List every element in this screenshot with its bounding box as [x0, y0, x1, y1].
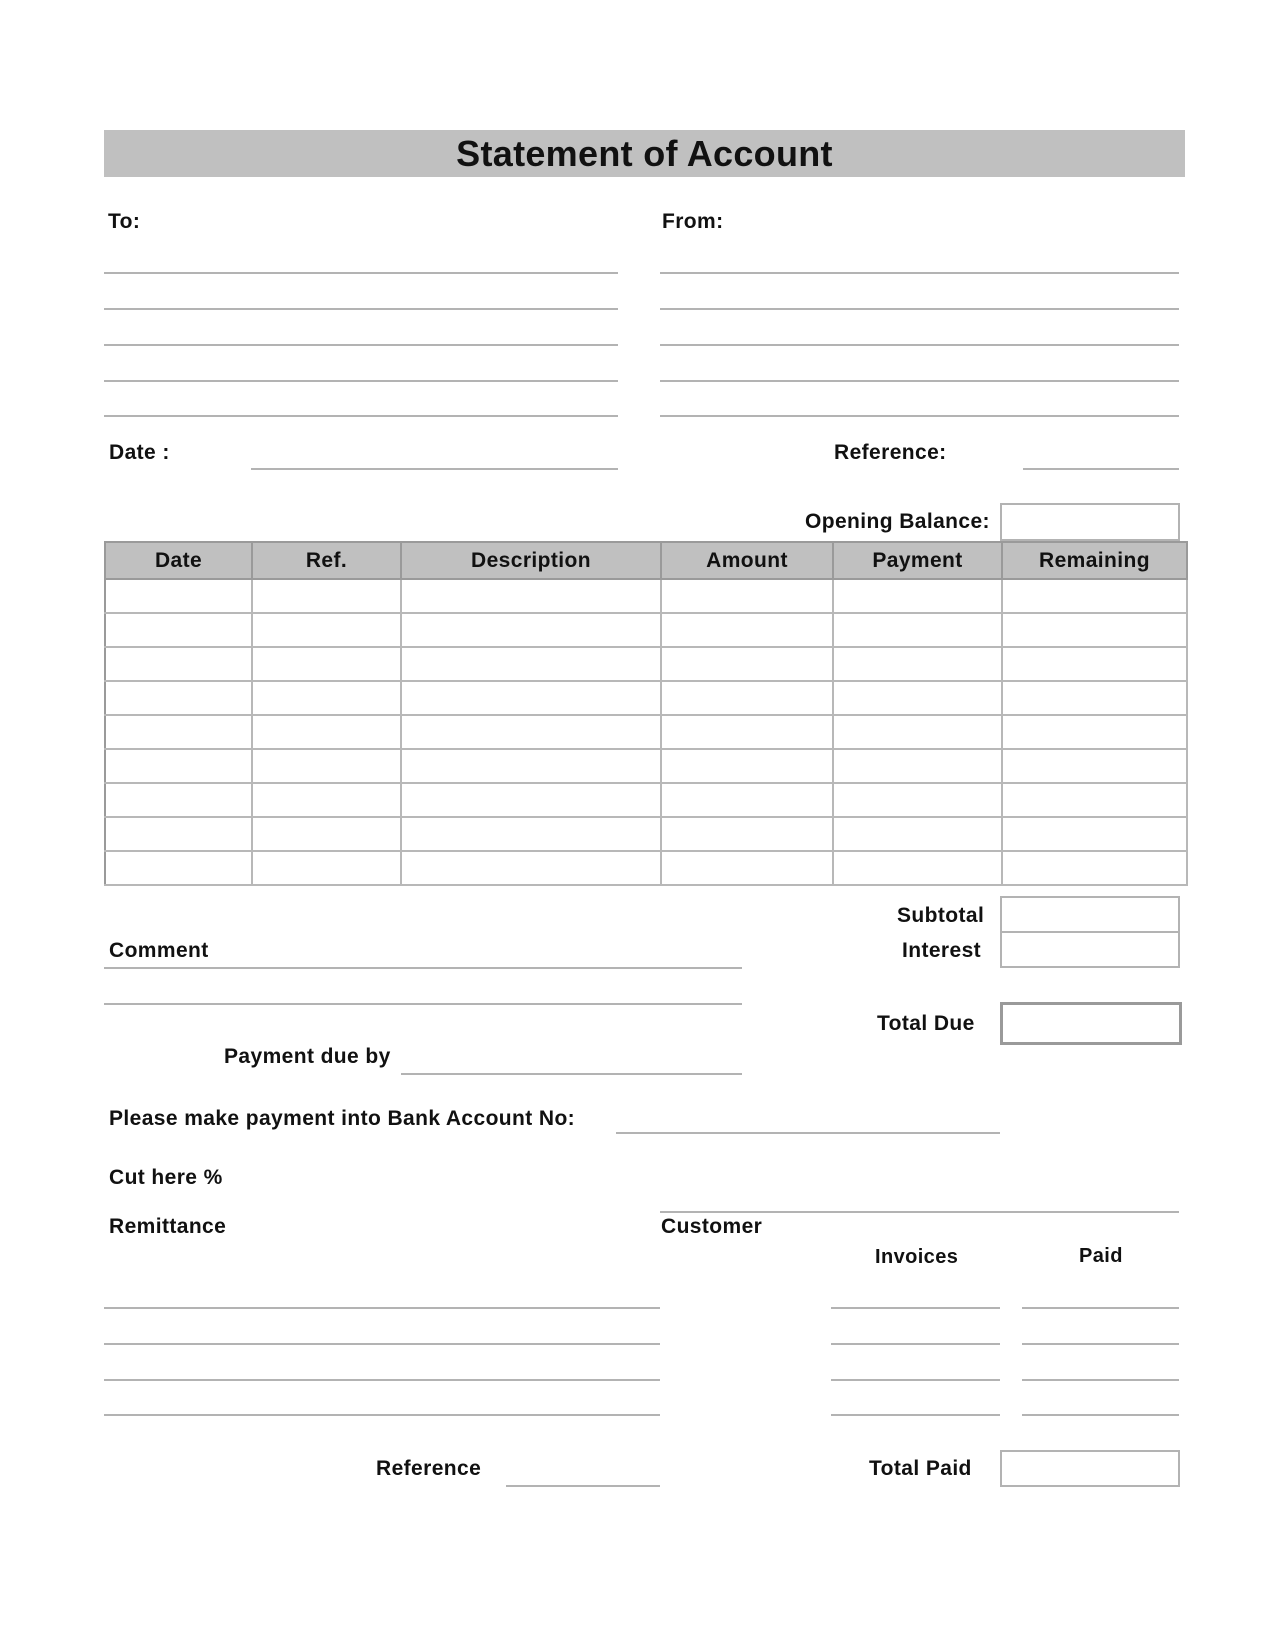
cell-payment[interactable]	[833, 579, 1002, 613]
cell-description[interactable]	[401, 817, 661, 851]
payment-due-field[interactable]	[401, 1073, 742, 1075]
paid-label: Paid	[1079, 1245, 1123, 1267]
to-address-line-5[interactable]	[104, 415, 618, 417]
table-row	[105, 817, 1187, 851]
cell-date[interactable]	[105, 715, 252, 749]
from-label: From:	[662, 210, 724, 233]
cell-date[interactable]	[105, 647, 252, 681]
invoices-label: Invoices	[875, 1246, 959, 1268]
cell-payment[interactable]	[833, 681, 1002, 715]
total-due-box[interactable]	[1000, 1002, 1182, 1045]
cell-amount[interactable]	[661, 851, 833, 885]
cell-date[interactable]	[105, 817, 252, 851]
cell-description[interactable]	[401, 783, 661, 817]
column-header-description: Description	[401, 542, 661, 579]
column-header-date: Date	[105, 542, 252, 579]
table-row	[105, 613, 1187, 647]
cell-ref[interactable]	[252, 749, 401, 783]
bank-account-field[interactable]	[616, 1132, 1000, 1134]
total-due-label: Total Due	[877, 1012, 975, 1035]
table-header-row	[105, 542, 1187, 579]
subtotal-box[interactable]	[1000, 896, 1180, 933]
table-row	[105, 579, 1187, 613]
title-bar	[104, 130, 1185, 177]
cell-payment[interactable]	[833, 851, 1002, 885]
cell-description[interactable]	[401, 647, 661, 681]
cell-payment[interactable]	[833, 749, 1002, 783]
to-address-line-3[interactable]	[104, 344, 618, 346]
invoices-line-4[interactable]	[831, 1414, 1000, 1416]
table-row	[105, 715, 1187, 749]
reference-field[interactable]	[1023, 468, 1179, 470]
cell-payment[interactable]	[833, 613, 1002, 647]
cell-description[interactable]	[401, 851, 661, 885]
opening-balance-label: Opening Balance:	[805, 510, 990, 533]
cut-here-label: Cut here %	[109, 1166, 223, 1189]
date-label: Date :	[109, 441, 170, 464]
column-header-ref: Ref.	[252, 542, 401, 579]
from-address-line-1[interactable]	[660, 272, 1179, 274]
cell-amount[interactable]	[661, 647, 833, 681]
cell-amount[interactable]	[661, 715, 833, 749]
cell-ref[interactable]	[252, 817, 401, 851]
cell-date[interactable]	[105, 579, 252, 613]
total-paid-label: Total Paid	[869, 1457, 972, 1480]
table-row	[105, 783, 1187, 817]
cell-date[interactable]	[105, 681, 252, 715]
cell-ref[interactable]	[252, 715, 401, 749]
remittance-line-1[interactable]	[104, 1307, 660, 1309]
remittance-line-4[interactable]	[104, 1414, 660, 1416]
cell-ref[interactable]	[252, 647, 401, 681]
cell-description[interactable]	[401, 613, 661, 647]
cell-payment[interactable]	[833, 817, 1002, 851]
cell-amount[interactable]	[661, 681, 833, 715]
to-label: To:	[108, 210, 141, 233]
interest-label: Interest	[902, 939, 982, 962]
table-row	[105, 749, 1187, 783]
column-header-amount: Amount	[661, 542, 833, 579]
comment-line-1[interactable]	[104, 967, 742, 969]
page-title: Statement of Account	[456, 132, 833, 174]
cell-remaining[interactable]	[1002, 749, 1187, 783]
bank-account-label: Please make payment into Bank Account No:	[109, 1107, 576, 1130]
date-field[interactable]	[251, 468, 618, 470]
payment-due-label: Payment due by	[224, 1045, 391, 1068]
cell-amount[interactable]	[661, 817, 833, 851]
cell-ref[interactable]	[252, 579, 401, 613]
total-paid-box[interactable]	[1000, 1450, 1180, 1487]
cell-payment[interactable]	[833, 783, 1002, 817]
cell-remaining[interactable]	[1002, 851, 1187, 885]
cell-description[interactable]	[401, 681, 661, 715]
cell-ref[interactable]	[252, 783, 401, 817]
remittance-line-2[interactable]	[104, 1343, 660, 1345]
to-address-line-2[interactable]	[104, 308, 618, 310]
remittance-line-3[interactable]	[104, 1379, 660, 1381]
cell-amount[interactable]	[661, 579, 833, 613]
column-header-payment: Payment	[833, 542, 1002, 579]
cell-ref[interactable]	[252, 851, 401, 885]
paid-line-2[interactable]	[1022, 1343, 1179, 1345]
opening-balance-box[interactable]	[1000, 503, 1180, 541]
column-header-remaining: Remaining	[1002, 542, 1187, 579]
invoices-line-2[interactable]	[831, 1343, 1000, 1345]
table-row	[105, 681, 1187, 715]
cell-date[interactable]	[105, 613, 252, 647]
cell-amount[interactable]	[661, 613, 833, 647]
cell-payment[interactable]	[833, 715, 1002, 749]
from-address-line-2[interactable]	[660, 308, 1179, 310]
cell-remaining[interactable]	[1002, 681, 1187, 715]
to-address-line-4[interactable]	[104, 380, 618, 382]
interest-box[interactable]	[1000, 931, 1180, 968]
to-address-line-1[interactable]	[104, 272, 618, 274]
remittance-label: Remittance	[109, 1215, 227, 1238]
comment-label: Comment	[109, 939, 209, 962]
cell-amount[interactable]	[661, 749, 833, 783]
cell-payment[interactable]	[833, 647, 1002, 681]
invoices-line-3[interactable]	[831, 1379, 1000, 1381]
cell-amount[interactable]	[661, 783, 833, 817]
reference-label: Reference:	[834, 441, 947, 464]
cell-remaining[interactable]	[1002, 613, 1187, 647]
cell-remaining[interactable]	[1002, 783, 1187, 817]
paid-line-3[interactable]	[1022, 1379, 1179, 1381]
cell-remaining[interactable]	[1002, 817, 1187, 851]
customer-field[interactable]	[660, 1211, 1179, 1213]
table-row	[105, 647, 1187, 681]
comment-line-2[interactable]	[104, 1003, 742, 1005]
invoices-line-1[interactable]	[831, 1307, 1000, 1309]
cell-description[interactable]	[401, 579, 661, 613]
cell-description[interactable]	[401, 749, 661, 783]
statement-table-body	[105, 579, 1187, 885]
from-address-line-4[interactable]	[660, 380, 1179, 382]
subtotal-label: Subtotal	[897, 904, 985, 927]
statement-table	[104, 541, 1188, 886]
customer-label: Customer	[661, 1215, 763, 1238]
cell-remaining[interactable]	[1002, 579, 1187, 613]
cell-remaining[interactable]	[1002, 647, 1187, 681]
remit-reference-label: Reference	[376, 1457, 482, 1480]
table-row	[105, 851, 1187, 885]
cell-remaining[interactable]	[1002, 715, 1187, 749]
paid-line-4[interactable]	[1022, 1414, 1179, 1416]
cell-ref[interactable]	[252, 613, 401, 647]
from-address-line-3[interactable]	[660, 344, 1179, 346]
remit-reference-field[interactable]	[506, 1485, 660, 1487]
cell-date[interactable]	[105, 749, 252, 783]
from-address-line-5[interactable]	[660, 415, 1179, 417]
cell-ref[interactable]	[252, 681, 401, 715]
cell-date[interactable]	[105, 851, 252, 885]
paid-line-1[interactable]	[1022, 1307, 1179, 1309]
cell-date[interactable]	[105, 783, 252, 817]
cell-description[interactable]	[401, 715, 661, 749]
